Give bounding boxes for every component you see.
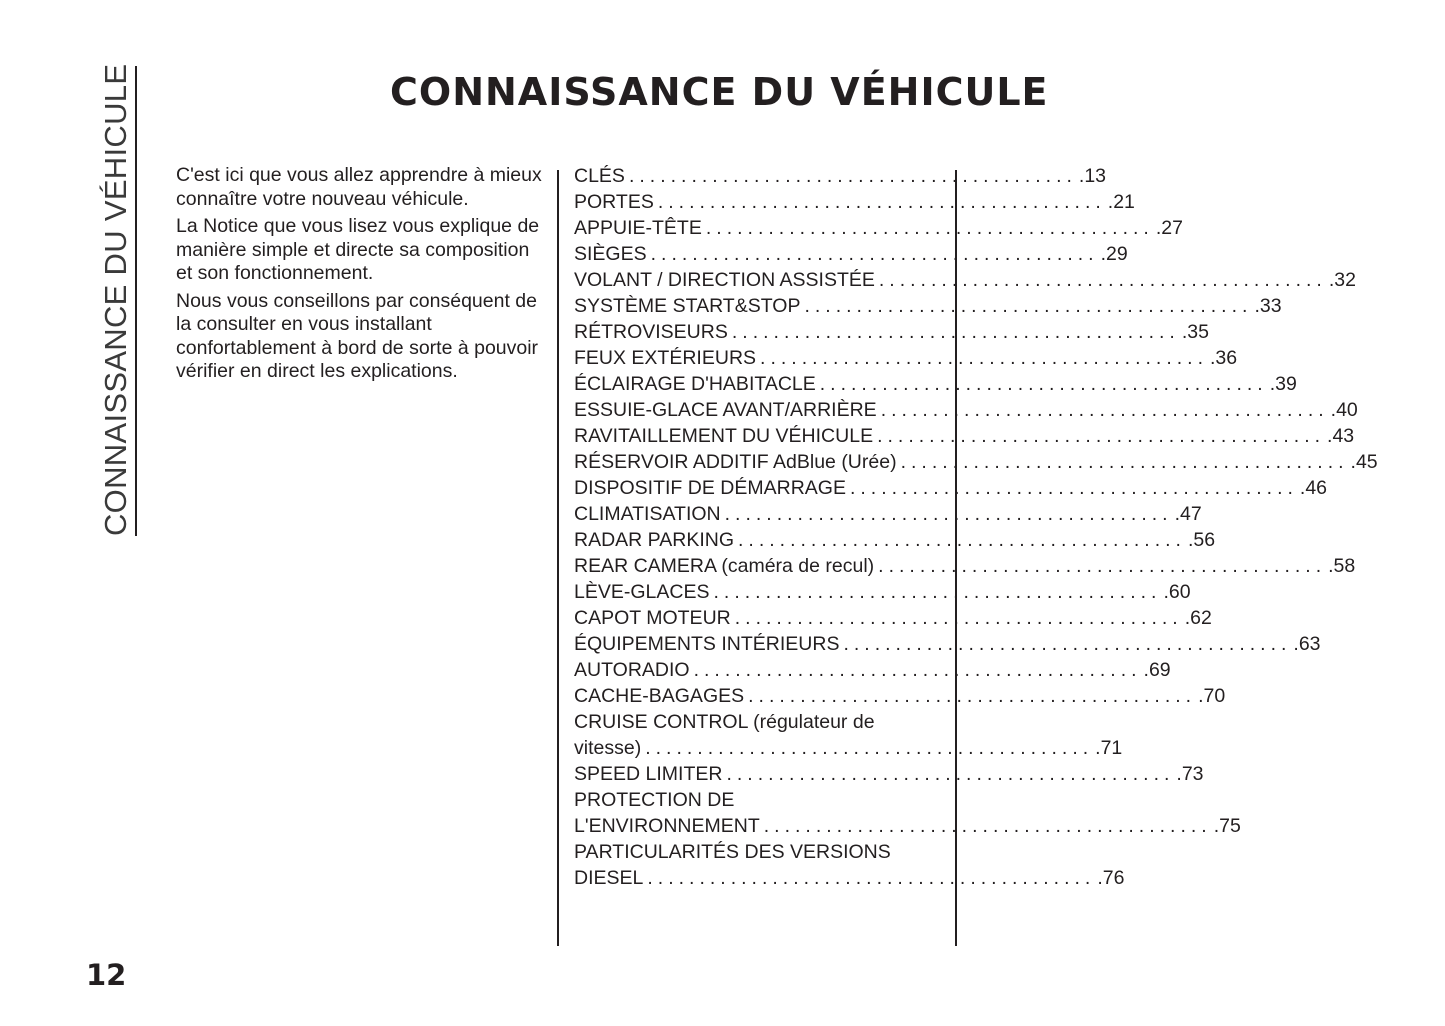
toc-dot-leader: ........................................... bbox=[748, 685, 1197, 707]
toc-entry-label: CACHE-BAGAGES bbox=[574, 685, 745, 707]
toc-entry-label: ÉCLAIRAGE D'HABITACLE bbox=[574, 373, 816, 395]
toc-dot-leader: ........................................... bbox=[880, 399, 1329, 421]
toc-dot-leader: ........................................... bbox=[763, 815, 1212, 837]
toc-entry-label: VOLANT / DIRECTION ASSISTÉE bbox=[574, 269, 875, 291]
chapter-title: CONNAISSANCE DU VÉHICULE bbox=[390, 70, 1049, 114]
toc-entry-label: SPEED LIMITER bbox=[574, 763, 723, 785]
toc-dot-leader: ........................................... bbox=[650, 243, 1099, 265]
toc-entry-label: DISPOSITIF DE DÉMARRAGE bbox=[574, 477, 846, 499]
toc-entry-label: REAR CAMERA (caméra de recul) bbox=[574, 555, 875, 577]
toc-entry-line bbox=[574, 267, 1356, 293]
side-divider bbox=[135, 66, 137, 536]
toc-entry-line bbox=[574, 605, 1212, 631]
toc-entry-page: .43 bbox=[1327, 425, 1355, 447]
toc-entry-label-line: PARTICULARITÉS DES VERSIONS bbox=[574, 841, 891, 863]
toc-entry-label-line: CRUISE CONTROL (régulateur de bbox=[574, 711, 875, 733]
toc-entry-page: .56 bbox=[1187, 529, 1216, 551]
toc-entry-label: ESSUIE-GLACE AVANT/ARRIÈRE bbox=[574, 399, 877, 421]
toc-entry-label: RAVITAILLEMENT DU VÉHICULE bbox=[574, 425, 874, 447]
toc-entry[interactable] bbox=[574, 215, 1183, 241]
toc-entry-label: FEUX EXTÉRIEURS bbox=[574, 347, 757, 369]
toc-entry-page: .27 bbox=[1155, 217, 1183, 239]
toc-entry-line bbox=[574, 501, 1202, 527]
toc-entry[interactable] bbox=[574, 475, 1328, 501]
toc-entry-line bbox=[574, 163, 1107, 189]
toc-entry-page: .46 bbox=[1299, 477, 1328, 499]
toc-entry-page: .40 bbox=[1330, 399, 1358, 421]
intro-paragraph: La Notice que vous lisez vous explique de manière simple et directe sa composition et son fonctionnement. bbox=[176, 215, 540, 284]
toc-dot-leader: ........................................... bbox=[705, 217, 1154, 239]
toc-dot-leader: ........................................... bbox=[645, 737, 1094, 759]
toc-dot-leader: ........................................... bbox=[628, 165, 1077, 187]
table-of-contents bbox=[574, 163, 1378, 891]
toc-entry-line bbox=[574, 631, 1321, 657]
toc-entry-line bbox=[574, 579, 1191, 605]
toc-dot-leader: ........................................... bbox=[877, 425, 1326, 447]
toc-entry-label: LÈVE-GLACES bbox=[574, 581, 710, 603]
toc-entry[interactable] bbox=[574, 189, 1135, 215]
toc-entry-label-line: PROTECTION DE bbox=[574, 789, 735, 811]
toc-entry-label: CLIMATISATION bbox=[574, 503, 721, 525]
toc-entry-line bbox=[574, 319, 1209, 345]
toc-entry-page: .47 bbox=[1174, 503, 1202, 525]
toc-entry-label: SYSTÈME START&STOP bbox=[574, 295, 801, 317]
toc-entry-page: .69 bbox=[1143, 659, 1171, 681]
toc-entry-label: RADAR PARKING bbox=[574, 529, 734, 551]
toc-entry-line bbox=[574, 527, 1216, 553]
intro-text bbox=[176, 164, 548, 388]
toc-entry-page: .13 bbox=[1078, 165, 1107, 187]
toc-dot-leader: ........................................... bbox=[760, 347, 1209, 369]
toc-entry-page: .63 bbox=[1293, 633, 1321, 655]
section-side-tab bbox=[96, 63, 136, 536]
toc-entry-line bbox=[574, 241, 1128, 267]
toc-entry-line bbox=[574, 553, 1356, 579]
section-side-label: CONNAISSANCE DU VÉHICULE bbox=[98, 63, 133, 536]
toc-entry-line bbox=[574, 397, 1358, 423]
toc-entry[interactable] bbox=[574, 345, 1238, 371]
toc-entry[interactable] bbox=[574, 241, 1128, 267]
toc-entry[interactable] bbox=[574, 631, 1321, 657]
toc-entry-line bbox=[574, 189, 1135, 215]
toc-entry[interactable] bbox=[574, 683, 1226, 709]
toc-entry-label: AUTORADIO bbox=[574, 659, 690, 681]
toc-dot-leader: ........................................... bbox=[657, 191, 1106, 213]
toc-entry-page: .60 bbox=[1163, 581, 1191, 603]
toc-entry-page: .45 bbox=[1350, 451, 1378, 473]
toc-left-rule bbox=[557, 170, 559, 946]
toc-entry-page: .33 bbox=[1254, 295, 1282, 317]
toc-entry[interactable] bbox=[574, 501, 1202, 527]
toc-entry[interactable] bbox=[574, 371, 1297, 397]
toc-entry-line bbox=[574, 345, 1238, 371]
toc-entry[interactable] bbox=[574, 657, 1171, 683]
toc-entry-page: .35 bbox=[1181, 321, 1209, 343]
toc-entry-line bbox=[574, 215, 1183, 241]
toc-entry[interactable] bbox=[574, 267, 1356, 293]
toc-entry[interactable] bbox=[574, 319, 1209, 345]
toc-entry-page: .76 bbox=[1097, 867, 1125, 889]
toc-entry-page: .21 bbox=[1107, 191, 1135, 213]
toc-entry[interactable] bbox=[574, 527, 1216, 553]
toc-dot-leader: ........................................... bbox=[849, 477, 1298, 499]
toc-dot-leader: ........................................... bbox=[647, 867, 1096, 889]
toc-entry[interactable] bbox=[574, 423, 1355, 449]
toc-dot-leader: ........................................... bbox=[878, 269, 1327, 291]
toc-dot-leader: ........................................... bbox=[724, 503, 1173, 525]
toc-entry-label: vitesse) bbox=[574, 737, 642, 759]
toc-entry-line bbox=[574, 475, 1328, 501]
toc-entry-page: .71 bbox=[1095, 737, 1123, 759]
toc-entry-label: L'ENVIRONNEMENT bbox=[574, 815, 760, 837]
toc-entry[interactable] bbox=[574, 553, 1356, 579]
toc-entry[interactable] bbox=[574, 761, 1204, 787]
toc-entry-label: PORTES bbox=[574, 191, 654, 213]
toc-entry-line bbox=[574, 865, 1125, 891]
toc-dot-leader: ........................................... bbox=[804, 295, 1253, 317]
toc-dot-leader: ........................................... bbox=[843, 633, 1292, 655]
toc-entry-label: DIESEL bbox=[574, 867, 644, 889]
toc-entry-label: CLÉS bbox=[574, 165, 625, 187]
toc-dot-leader: ........................................... bbox=[713, 581, 1162, 603]
toc-dot-leader: ........................................... bbox=[693, 659, 1142, 681]
toc-dot-leader: ........................................... bbox=[734, 607, 1183, 629]
toc-entry-label: ÉQUIPEMENTS INTÉRIEURS bbox=[574, 633, 840, 655]
toc-entry-label: CAPOT MOTEUR bbox=[574, 607, 731, 629]
toc-entry-line bbox=[574, 813, 1241, 839]
toc-entry[interactable] bbox=[574, 579, 1191, 605]
toc-entry[interactable] bbox=[574, 397, 1358, 423]
toc-entry[interactable] bbox=[574, 605, 1212, 631]
toc-entry-line bbox=[574, 657, 1171, 683]
toc-entry-page: .29 bbox=[1100, 243, 1128, 265]
toc-entry-page: .75 bbox=[1213, 815, 1241, 837]
toc-entry-line bbox=[574, 761, 1204, 787]
toc-dot-leader: ........................................... bbox=[731, 321, 1180, 343]
toc-entry-page: .58 bbox=[1328, 555, 1356, 577]
toc-entry[interactable] bbox=[574, 787, 1241, 839]
toc-entry-page: .62 bbox=[1184, 607, 1212, 629]
toc-entry-page: .70 bbox=[1198, 685, 1226, 707]
toc-entry[interactable] bbox=[574, 293, 1282, 319]
toc-entry[interactable] bbox=[574, 709, 1123, 761]
toc-entry-line bbox=[574, 293, 1282, 319]
toc-entry-line bbox=[574, 449, 1378, 475]
toc-entry[interactable] bbox=[574, 839, 1125, 891]
intro-paragraph: C'est ici que vous allez apprendre à mieux connaître votre nouveau véhicule. bbox=[176, 164, 542, 210]
toc-entry-line bbox=[574, 371, 1297, 397]
toc-entry-line bbox=[574, 423, 1355, 449]
toc-dot-leader: ........................................... bbox=[878, 555, 1327, 577]
toc-entry[interactable] bbox=[574, 163, 1107, 189]
toc-entry-label: RÉSERVOIR ADDITIF AdBlue (Urée) bbox=[574, 451, 897, 473]
toc-entry-page: .73 bbox=[1176, 763, 1204, 785]
toc-entry[interactable] bbox=[574, 449, 1378, 475]
toc-entry-page: .32 bbox=[1328, 269, 1356, 291]
toc-dot-leader: ........................................... bbox=[726, 763, 1175, 785]
toc-dot-leader: ........................................... bbox=[819, 373, 1268, 395]
toc-entry-label: SIÈGES bbox=[574, 243, 647, 265]
toc-entry-label: APPUIE-TÊTE bbox=[574, 217, 702, 239]
page-number: 12 bbox=[86, 958, 127, 992]
toc-entry-line bbox=[574, 683, 1226, 709]
toc-dot-leader: ........................................... bbox=[738, 529, 1186, 551]
toc-entry-label: RÉTROVISEURS bbox=[574, 321, 728, 343]
toc-entry-page: .36 bbox=[1210, 347, 1238, 369]
toc-dot-leader: ........................................... bbox=[900, 451, 1349, 473]
toc-entry-line bbox=[574, 735, 1123, 761]
toc-entry-page: .39 bbox=[1269, 373, 1297, 395]
intro-paragraph: Nous vous conseillons par conséquent de la consulter en vous installant confortablement à bord de sorte à pouvoir vérifier en direct les explications. bbox=[176, 289, 539, 382]
